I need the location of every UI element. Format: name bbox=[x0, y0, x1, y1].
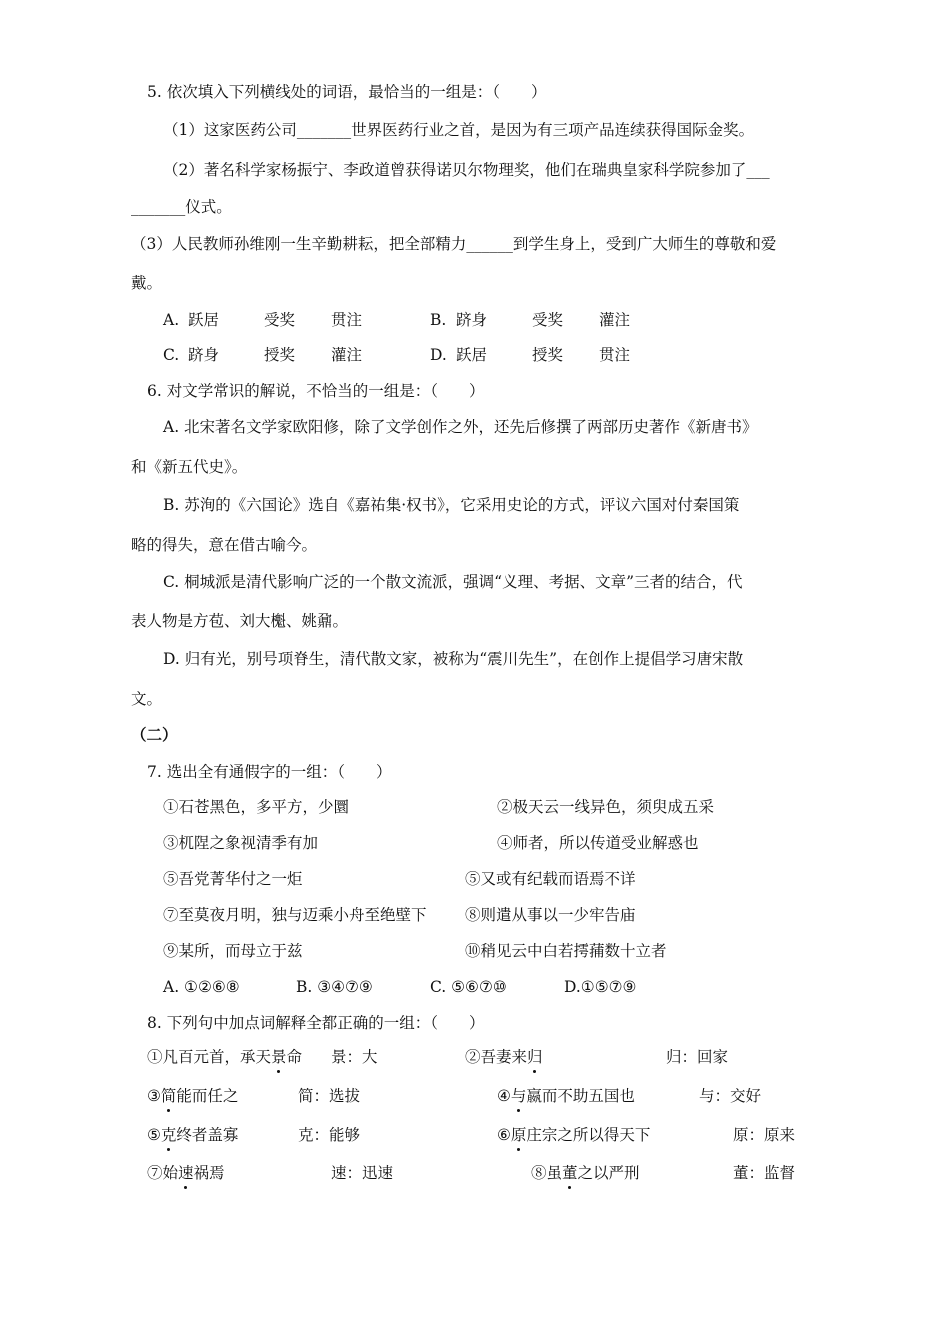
q7-item: ⑧则遣从事以一少牢告庙 bbox=[465, 906, 636, 924]
option-label: C. bbox=[163, 346, 180, 364]
q6-option-b: B. 苏洵的《六国论》选自《嘉祐集·权书》，它采用史论的方式，评议六国对付秦国策 bbox=[163, 496, 740, 514]
dotted-word: 原 bbox=[510, 1126, 527, 1144]
q8-item-text: 终者盖寡 bbox=[176, 1126, 239, 1144]
q8-item-text: 祸焉 bbox=[193, 1164, 225, 1182]
q8-item-5 bbox=[147, 1125, 238, 1145]
q8-item-6 bbox=[497, 1125, 650, 1145]
option-word: 灌注 bbox=[599, 311, 631, 329]
q5-sentence-2-cont: _______仪式。 bbox=[131, 198, 232, 216]
q7-option-b: B. ③④⑦⑨ bbox=[296, 978, 373, 996]
q5-sentence-3-cont: 戴。 bbox=[131, 274, 163, 292]
option-label: D. bbox=[430, 346, 447, 364]
q8-item-8 bbox=[531, 1163, 640, 1183]
q8-gloss-6: 原：原来 bbox=[733, 1126, 796, 1144]
q7-option-c: C. ⑤⑥⑦⑩ bbox=[430, 978, 507, 996]
option-word: 跻身 bbox=[188, 346, 220, 364]
q8-item-text: ⑥ bbox=[497, 1126, 511, 1144]
q8-item-text: ④ bbox=[497, 1087, 511, 1105]
q8-item-text: ②吾妻来 bbox=[465, 1048, 528, 1066]
q6-option-c: C. 桐城派是清代影响广泛的一个散文流派，强调“义理、考据、文章”三者的结合，代 bbox=[163, 573, 743, 591]
q7-item: ②极天云一线异色，须臾成五采 bbox=[497, 798, 715, 816]
dotted-word: 与 bbox=[510, 1087, 527, 1105]
q7-item: ①石苍黑色，多平方，少圜 bbox=[163, 798, 350, 816]
q6-option-d-cont: 文。 bbox=[131, 690, 163, 708]
option-word: 跃居 bbox=[188, 311, 220, 329]
q7-item: ⑤吾党菁华付之一炬 bbox=[163, 870, 303, 888]
q8-item-text: 能而任之 bbox=[176, 1087, 239, 1105]
q8-item-text: ⑧虽 bbox=[531, 1164, 563, 1182]
dotted-word: 简 bbox=[160, 1087, 177, 1105]
q6-option-c-cont: 表人物是方苞、刘大櫆、姚鼐。 bbox=[131, 612, 349, 630]
option-word: 授奖 bbox=[264, 346, 296, 364]
q8-item-text: ③ bbox=[147, 1087, 161, 1105]
q7-stem: 7. 选出全有通假字的一组：（ ） bbox=[147, 763, 392, 781]
option-label: A. bbox=[163, 311, 180, 329]
dotted-word: 归 bbox=[527, 1048, 543, 1066]
q7-item: ④师者，所以传道受业解惑也 bbox=[497, 834, 699, 852]
option-word: 跻身 bbox=[456, 311, 488, 329]
option-word: 跃居 bbox=[456, 346, 488, 364]
section-heading: （二） bbox=[131, 725, 178, 744]
q8-item-3 bbox=[147, 1086, 238, 1106]
q7-option-d: D.①⑤⑦⑨ bbox=[564, 978, 637, 996]
q6-option-b-cont: 略的得失，意在借古喻今。 bbox=[131, 536, 318, 554]
q7-item: ⑨某所，而母立于兹 bbox=[163, 942, 303, 960]
q7-item: ⑤又或有纪载而语焉不详 bbox=[465, 870, 636, 888]
q8-item-text: ①凡百元首，承天 bbox=[147, 1048, 272, 1066]
option-word: 贯注 bbox=[599, 346, 631, 364]
q8-item-text: 庄宗之所以得天下 bbox=[526, 1126, 651, 1144]
q8-item-text: 命 bbox=[286, 1048, 303, 1066]
option-word: 受奖 bbox=[532, 311, 564, 329]
q7-option-a: A. ①②⑥⑧ bbox=[163, 978, 240, 996]
q8-item-1 bbox=[147, 1047, 302, 1067]
dotted-word: 景 bbox=[271, 1048, 287, 1066]
dotted-word: 董 bbox=[562, 1164, 578, 1182]
q8-gloss-4: 与：交好 bbox=[699, 1087, 762, 1105]
q6-stem: 6. 对文学常识的解说，不恰当的一组是：（ ） bbox=[147, 382, 485, 400]
q7-item: ⑦至莫夜月明，独与迈乘小舟至绝壁下 bbox=[163, 906, 427, 924]
q8-item-text: ⑤ bbox=[147, 1126, 161, 1144]
q7-item: ⑩稍见云中白若摴蒱数十立者 bbox=[465, 942, 667, 960]
option-word: 受奖 bbox=[264, 311, 296, 329]
q8-item-text: 嬴而不助五国也 bbox=[526, 1087, 635, 1105]
q6-option-a-cont: 和《新五代史》。 bbox=[131, 458, 248, 476]
q6-option-a: A. 北宋著名文学家欧阳修，除了文学创作之外，还先后修撰了两部历史著作《新唐书》 bbox=[163, 418, 758, 436]
q8-item-2 bbox=[465, 1047, 543, 1067]
q8-gloss-8: 董：监督 bbox=[733, 1164, 796, 1182]
option-word: 灌注 bbox=[331, 346, 363, 364]
q8-gloss-5: 克：能够 bbox=[298, 1126, 361, 1144]
q5-sentence-1: （1）这家医药公司_______世界医药行业之首，是因为有三项产品连续获得国际金奖。 bbox=[163, 121, 755, 139]
q8-gloss-3: 简：选拔 bbox=[298, 1087, 361, 1105]
q8-item-7 bbox=[147, 1163, 225, 1183]
option-word: 授奖 bbox=[532, 346, 564, 364]
q7-item: ③杌陧之象视清季有加 bbox=[163, 834, 319, 852]
dotted-word: 克 bbox=[160, 1126, 177, 1144]
q8-gloss-2: 归：回家 bbox=[666, 1048, 729, 1066]
q5-sentence-2: （2）著名科学家杨振宁、李政道曾获得诺贝尔物理奖，他们在瑞典皇家科学院参加了___ bbox=[163, 161, 770, 179]
q8-item-text: 之以严刑 bbox=[577, 1164, 640, 1182]
q8-item-text: ⑦始 bbox=[147, 1164, 179, 1182]
q6-option-d: D. 归有光，别号项脊生，清代散文家，被称为“震川先生”，在创作上提倡学习唐宋散 bbox=[163, 650, 744, 668]
q8-stem: 8. 下列句中加点词解释全都正确的一组：（ ） bbox=[147, 1014, 485, 1032]
option-label: B. bbox=[430, 311, 447, 329]
q8-gloss-1: 景：大 bbox=[331, 1048, 378, 1066]
q5-stem: 5. 依次填入下列横线处的词语，最恰当的一组是：（ ） bbox=[147, 83, 547, 101]
dotted-word: 速 bbox=[178, 1164, 194, 1182]
q5-sentence-3: （3）人民教师孙维刚一生辛勤耕耘，把全部精力______到学生身上，受到广大师生的尊敬和爱 bbox=[131, 235, 777, 253]
q8-gloss-7: 速：迅速 bbox=[331, 1164, 394, 1182]
option-word: 贯注 bbox=[331, 311, 363, 329]
q8-item-4 bbox=[497, 1086, 635, 1106]
